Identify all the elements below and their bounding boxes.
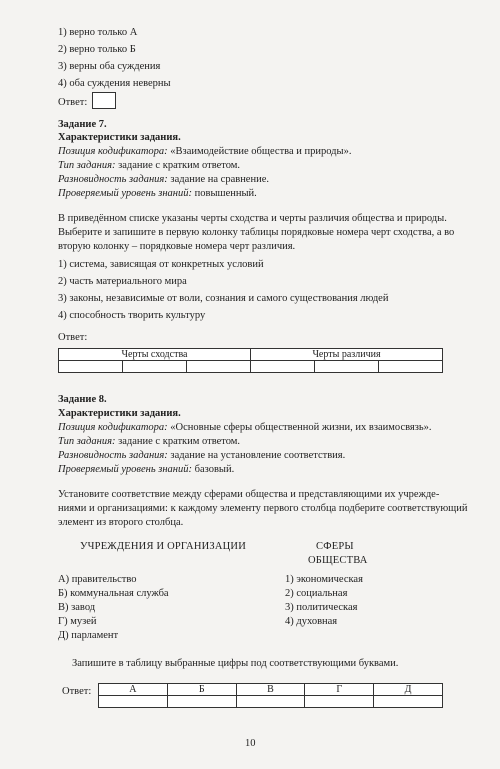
answer-cell[interactable] <box>251 361 315 373</box>
answer-cell[interactable] <box>187 361 251 373</box>
meta-label: Проверяемый уровень знаний: <box>58 464 192 475</box>
column1-item-v: В) завод <box>58 602 96 613</box>
letter-a: А <box>99 684 168 696</box>
answer-cell[interactable] <box>123 361 187 373</box>
column1-item-a: А) правительство <box>58 574 137 585</box>
task8-meta-position <box>58 421 432 435</box>
meta-value: задание с кратким ответом. <box>118 436 241 447</box>
letter-v: В <box>236 684 305 696</box>
task8-subtitle: Характеристики задания. <box>58 408 181 419</box>
meta-label: Проверяемый уровень знаний: <box>58 188 192 199</box>
option-3: 3) верны оба суждения <box>58 61 161 72</box>
task7-item-1: 1) система, зависящая от конкретных условий <box>58 259 264 270</box>
meta-label: Разновидность задания: <box>58 450 168 461</box>
task7-subtitle: Характеристики задания. <box>58 132 181 143</box>
column1-item-b: Б) коммунальная служба <box>58 588 169 599</box>
task8-instruction-line-2: ниями и организациями: к каждому элементу первого столбца подберите соответствующий <box>58 503 468 514</box>
option-2: 2) верно только Б <box>58 44 136 55</box>
answer-cell[interactable] <box>167 696 236 708</box>
meta-value: базовый. <box>194 464 235 475</box>
task7-item-4: 4) способность творить культуру <box>58 310 206 321</box>
task7-answer-table <box>58 348 443 373</box>
page-number: 10 <box>245 738 256 749</box>
task7-instruction-line-2: Выберите и запишите в первую колонку таблицы порядковые номера черт сходства, а во <box>58 227 455 238</box>
answer-cell[interactable] <box>59 361 123 373</box>
meta-value: задание на установление соответствия. <box>170 450 346 461</box>
task7-item-2: 2) часть материального мира <box>58 276 187 287</box>
meta-label: Разновидность задания: <box>58 174 168 185</box>
letter-b: Б <box>167 684 236 696</box>
meta-value: повышенный. <box>194 188 257 199</box>
answer-cell[interactable] <box>236 696 305 708</box>
column2-header-line-1: СФЕРЫ <box>316 541 354 552</box>
task7-meta-level <box>58 187 257 201</box>
answer-label: Ответ: <box>58 97 88 108</box>
column1-item-g: Г) музей <box>58 616 97 627</box>
answer-cell[interactable] <box>374 696 443 708</box>
task8-answer-label: Ответ: <box>62 686 92 697</box>
task7-title: Задание 7. <box>58 119 107 130</box>
task8-instruction-line-3: элемент из второго столбца. <box>58 517 184 528</box>
column2-header-line-2: ОБЩЕСТВА <box>308 555 368 566</box>
task8-answer-table <box>98 683 443 708</box>
column1-header: УЧРЕЖДЕНИЯ И ОРГАНИЗАЦИИ <box>80 541 246 552</box>
column2-item-1: 1) экономическая <box>285 574 363 585</box>
answer-box[interactable] <box>92 92 116 109</box>
option-1: 1) верно только А <box>58 27 138 38</box>
task8-meta-type <box>58 435 240 449</box>
letter-g: Г <box>305 684 374 696</box>
task7-answer-label: Ответ: <box>58 332 88 343</box>
meta-value: задание на сравнение. <box>170 174 269 185</box>
task7-meta-position <box>58 145 351 159</box>
task8-write-instruction: Запишите в таблицу выбранные цифры под соответствующими буквами. <box>72 658 399 669</box>
task8-meta-kind <box>58 449 345 463</box>
meta-value: «Основные сферы общественной жизни, их взаимосвязь». <box>170 422 432 433</box>
option-4: 4) оба суждения неверны <box>58 78 171 89</box>
meta-label: Позиция кодификатора: <box>58 146 168 157</box>
column2-item-3: 3) политическая <box>285 602 358 613</box>
meta-value: задание с кратким ответом. <box>118 160 241 171</box>
task7-instruction-line-1: В приведённом списке указаны черты сходства и черты различия общества и природы. <box>58 213 447 224</box>
task7-meta-kind <box>58 173 269 187</box>
column2-item-4: 4) духовная <box>285 616 338 627</box>
table-header-similarities: Черты сходства <box>59 349 251 361</box>
task7-item-3: 3) законы, независимые от воли, сознания и самого существования людей <box>58 293 389 304</box>
task8-instruction-line-1: Установите соответствие между сферами общества и представляющими их учрежде- <box>58 489 440 500</box>
task7-meta-type <box>58 159 240 173</box>
answer-cell[interactable] <box>99 696 168 708</box>
answer-cell[interactable] <box>379 361 443 373</box>
task8-title: Задание 8. <box>58 394 107 405</box>
table-header-differences: Черты различия <box>251 349 443 361</box>
task8-meta-level <box>58 463 234 477</box>
meta-label: Тип задания: <box>58 160 116 171</box>
meta-label: Позиция кодификатора: <box>58 422 168 433</box>
answer-cell[interactable] <box>305 696 374 708</box>
letter-d: Д <box>374 684 443 696</box>
task7-instruction-line-3: вторую колонку – порядковые номера черт различия. <box>58 241 296 252</box>
answer-cell[interactable] <box>315 361 379 373</box>
column1-item-d: Д) парламент <box>58 630 119 641</box>
meta-value: «Взаимодействие общества и природы». <box>170 146 352 157</box>
column2-item-2: 2) социальная <box>285 588 348 599</box>
meta-label: Тип задания: <box>58 436 116 447</box>
